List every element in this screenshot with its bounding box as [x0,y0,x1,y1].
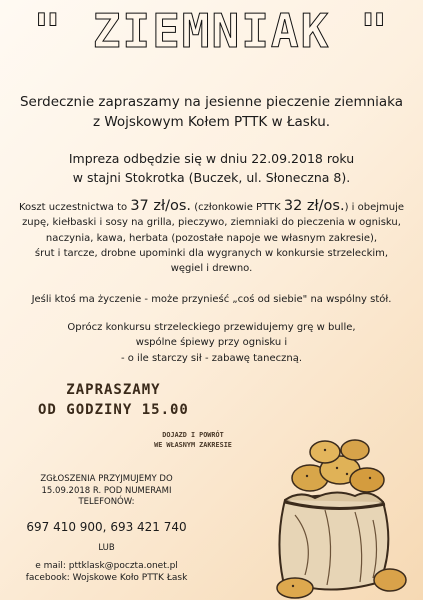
transport-note [128,430,258,450]
contact-links [0,560,213,584]
intro-text [0,92,423,132]
invite-line-2: OD GODZINY 15.00 [38,402,189,418]
cost-suffix: ) i obejmuje [344,202,405,213]
cost-prefix: Koszt uczestnictwa to [18,202,128,213]
transport-line-1: DOJAZD I POWRÓT [162,431,224,439]
registration-line-3: TELEFONÓW: [78,497,135,507]
registration-line-2: 15.09.2018 R. POD NUMERAMI [41,485,172,496]
phone-numbers[interactable]: 697 410 900, 693 421 740 [26,520,187,534]
event-location-line: w stajni Stokrotka (Buczek, ul. Słoneczna 8). [72,170,351,185]
facebook-link[interactable]: facebook: Wojskowe Koło PTTK Łask [25,573,188,583]
or-label: LUB [98,543,115,553]
intro-line-1: Serdecznie zapraszamy na jesienne pieczenie ziemniaka [19,94,404,110]
registration-info [0,474,213,509]
cost-line-5: węgiel i drewno. [170,263,253,275]
potato-sack-icon [255,430,415,600]
intro-line-2: z Wojskowym Kołem PTTK w Łasku. [92,114,331,130]
extra-line-3: - o ile starczy sił - zabawę taneczną. [120,352,303,364]
transport-line-2: WE WŁASNYM ZAKRESIE [154,441,232,449]
email-link[interactable]: e mail: pttklask@poczta.onet.pl [35,561,178,571]
extra-activities [0,320,423,366]
cost-line-1 [0,199,423,215]
registration-line-1: ZGŁOSZENIA PRZYJMUJEMY DO [40,474,173,484]
extra-line-1: Oprócz konkursu strzeleckiego przewidujemy grę w bulle, [67,322,356,333]
extra-line-2: wspólne śpiewy przy ognisku i [135,337,288,349]
price-member: 32 zł/os. [283,198,345,214]
cost-line-3: naczynia, kawa, herbata (pozostałe napoje we własnym zakresie), [45,232,378,244]
poster-title: " ZIEMNIAK " [33,4,390,58]
invitation-heading [38,380,189,420]
cost-info [0,199,423,276]
invite-line-1: ZAPRASZAMY [66,382,161,398]
cost-member-label: (członkowie PTTK [194,202,281,213]
event-date-line: Impreza odbędzie się w dniu 22.09.2018 roku [68,151,355,166]
price-regular: 37 zł/os. [130,198,192,214]
wish-text: Jeśli ktoś ma życzenie - może przynieść „coś od siebie" na wspólny stół. [31,294,392,305]
cost-line-4: śrut i tarcze, drobne upominki dla wygranych w konkursie strzeleckim, [34,247,389,259]
event-details [0,149,423,187]
cost-line-2: zupę, kiełbaski i sosy na grilla, pieczywo, ziemniaki do pieczenia w ognisku, [22,217,401,229]
